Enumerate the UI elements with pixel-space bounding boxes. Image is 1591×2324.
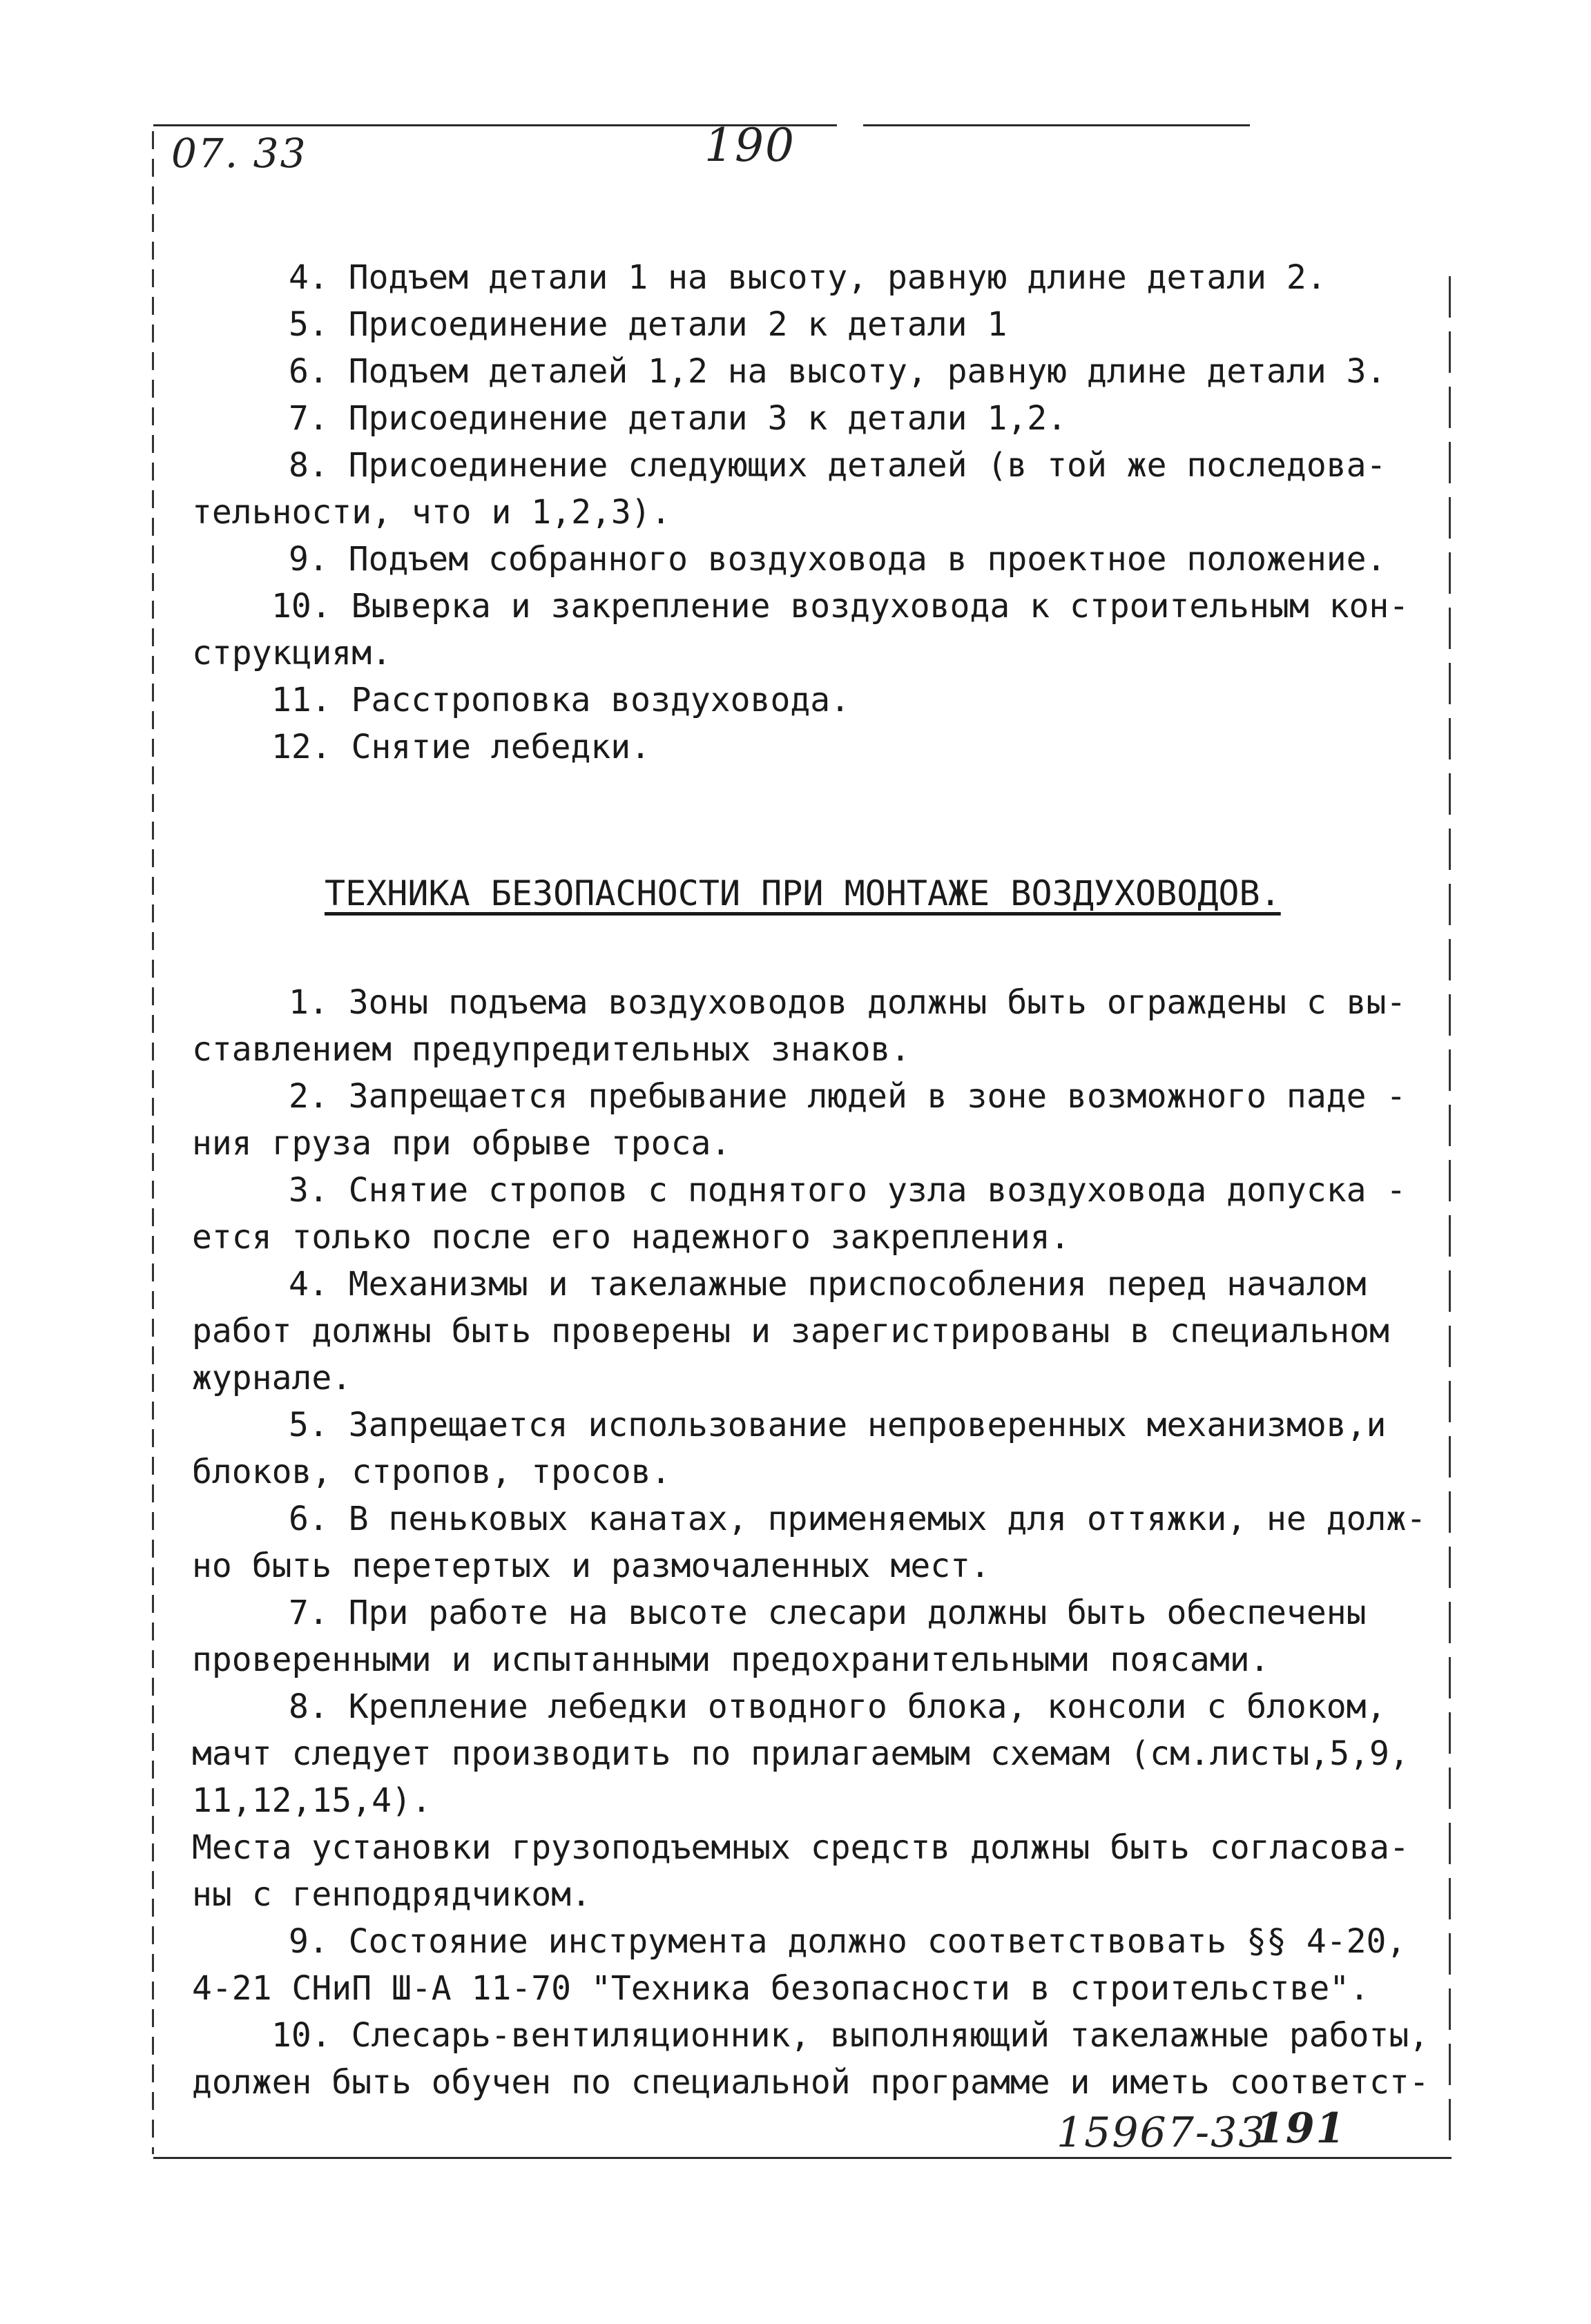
- list-item: 6. В пеньковых канатах, применяемых для оттяжки, не долж-: [289, 1500, 1427, 1538]
- list-item: 4. Подъем детали 1 на высоту, равную длине детали 2.: [289, 258, 1327, 297]
- list-item: 8. Присоединение следующих деталей (в той же последова-: [289, 446, 1387, 485]
- list-item-continuation: струкциям.: [192, 634, 392, 672]
- list-item-continuation: тельности, что и 1,2,3).: [192, 493, 671, 532]
- safety-rules: [192, 979, 1429, 2106]
- list-item-continuation: ния груза при обрыве троса.: [192, 1124, 731, 1163]
- list-item: 5. Присоединение детали 2 к детали 1: [289, 305, 1007, 344]
- list-item-continuation: мачт следует производить по прилагаемым схемам (см.листы,5,9,: [192, 1734, 1409, 1773]
- continued-list: [192, 254, 1407, 771]
- list-item-continuation: 4-21 СНиП Ш-А 11-70 "Техника безопасности в строительстве".: [192, 1969, 1370, 2008]
- list-item-continuation: работ должны быть проверены и зарегистрированы в специальном: [192, 1312, 1389, 1350]
- list-item-continuation: 11,12,15,4).: [192, 1781, 432, 1820]
- top-frame-line-right: [863, 124, 1250, 126]
- list-item: 12. Снятие лебедки.: [271, 728, 651, 766]
- list-item-continuation: ны с генподрядчиком.: [192, 1875, 591, 1914]
- list-item-continuation: блоков, стропов, тросов.: [192, 1453, 671, 1491]
- list-item-continuation: журнале.: [192, 1359, 352, 1397]
- list-item-continuation: должен быть обучен по специальной программе и иметь соответст-: [192, 2063, 1429, 2102]
- list-item: 1. Зоны подъема воздуховодов должны быть ограждены с вы-: [289, 983, 1407, 1022]
- list-item-continuation: проверенными и испытанными предохранительными поясами.: [192, 1640, 1270, 1679]
- page-number: 190: [704, 119, 796, 172]
- list-item: 6. Подъем деталей 1,2 на высоту, равную длине детали 3.: [289, 352, 1387, 391]
- list-item-continuation: ставлением предупредительных знаков.: [192, 1030, 911, 1069]
- list-item: 3. Снятие стропов с поднятого узла воздуховода допуска -: [289, 1171, 1407, 1210]
- left-frame-line: [152, 131, 154, 2154]
- list-item: 11. Расстроповка воздуховода.: [271, 681, 851, 719]
- list-item: 10. Слесарь-вентиляционник, выполняющий такелажные работы,: [271, 2016, 1429, 2055]
- bottom-frame-line: [153, 2157, 1452, 2159]
- list-item: 4. Механизмы и такелажные приспособления перед началом: [289, 1265, 1367, 1304]
- list-item: 8. Крепление лебедки отводного блока, консоли с блоком,: [289, 1687, 1387, 1726]
- list-item-continuation: Места установки грузоподъемных средств должны быть согласова-: [192, 1828, 1409, 1867]
- list-item: 10. Выверка и закрепление воздуховода к строительным кон-: [271, 587, 1409, 626]
- list-item-continuation: ется только после его надежного закрепления.: [192, 1218, 1070, 1257]
- list-item: 7. Присоединение детали 3 к детали 1,2.: [289, 399, 1068, 438]
- list-item: 9. Состояние инструмента должно соответствовать §§ 4-20,: [289, 1922, 1407, 1961]
- section-title: ТЕХНИКА БЕЗОПАСНОСТИ ПРИ МОНТАЖЕ ВОЗДУХОВОДОВ.: [325, 873, 1281, 913]
- doc-code: 07. 33: [171, 130, 307, 177]
- list-item: 5. Запрещается использование непроверенных механизмов,и: [289, 1406, 1387, 1444]
- list-item: 9. Подъем собранного воздуховода в проектное положение.: [289, 540, 1387, 579]
- list-item: 2. Запрещается пребывание людей в зоне возможного паде -: [289, 1077, 1407, 1116]
- right-frame-line: [1449, 276, 1451, 2140]
- list-item: 7. При работе на высоте слесари должны быть обеспечены: [289, 1594, 1367, 1632]
- doc-number: 15967-33: [1057, 2109, 1266, 2157]
- sheet-number: 191: [1255, 2104, 1347, 2153]
- list-item-continuation: но быть перетертых и размочаленных мест.: [192, 1547, 990, 1585]
